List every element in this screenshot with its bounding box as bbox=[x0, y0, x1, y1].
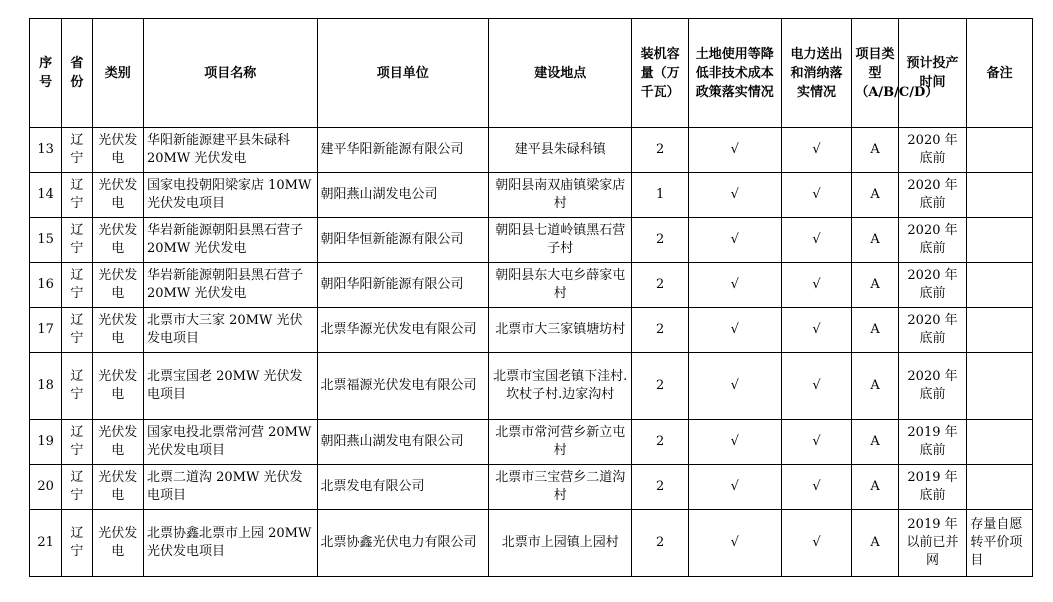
header-cell: 省份 bbox=[62, 19, 92, 128]
province-cell: 辽宁 bbox=[62, 510, 92, 577]
category-cell: 光伏发电 bbox=[92, 308, 143, 353]
note-cell bbox=[967, 308, 1033, 353]
project-name-cell: 北票宝国老 20MW 光伏发电项目 bbox=[144, 353, 318, 420]
note-cell bbox=[967, 420, 1033, 465]
land-policy-cell: √ bbox=[688, 353, 781, 420]
header-cell: 项目单位 bbox=[317, 19, 489, 128]
table-row bbox=[30, 263, 1033, 308]
power-delivery-cell: √ bbox=[781, 173, 852, 218]
category-cell: 光伏发电 bbox=[92, 353, 143, 420]
province-cell: 辽宁 bbox=[62, 353, 92, 420]
project-unit-cell: 朝阳燕山湖发电公司 bbox=[317, 173, 489, 218]
row-number: 15 bbox=[30, 218, 62, 263]
note-cell bbox=[967, 218, 1033, 263]
commission-time-cell: 2019 年以前已并网 bbox=[898, 510, 967, 577]
capacity-cell: 1 bbox=[632, 173, 689, 218]
commission-time-cell: 2020 年底前 bbox=[898, 353, 967, 420]
project-unit-cell: 朝阳华阳新能源有限公司 bbox=[317, 263, 489, 308]
capacity-cell: 2 bbox=[632, 218, 689, 263]
note-cell: 存量自愿转平价项目 bbox=[967, 510, 1033, 577]
category-cell: 光伏发电 bbox=[92, 263, 143, 308]
project-name-cell: 北票二道沟 20MW 光伏发电项目 bbox=[144, 465, 318, 510]
category-cell: 光伏发电 bbox=[92, 128, 143, 173]
note-cell bbox=[967, 353, 1033, 420]
note-cell bbox=[967, 263, 1033, 308]
table-row bbox=[30, 173, 1033, 218]
commission-time-cell: 2020 年底前 bbox=[898, 218, 967, 263]
category-cell: 光伏发电 bbox=[92, 510, 143, 577]
location-cell: 北票市宝国老镇下洼村.坎杖子村.边家沟村 bbox=[489, 353, 632, 420]
location-cell: 朝阳县七道岭镇黑石营子村 bbox=[489, 218, 632, 263]
header-cell: 预计投产时间 bbox=[898, 19, 967, 128]
project-unit-cell: 北票协鑫光伏电力有限公司 bbox=[317, 510, 489, 577]
power-delivery-cell: √ bbox=[781, 465, 852, 510]
power-delivery-cell: √ bbox=[781, 308, 852, 353]
category-cell: 光伏发电 bbox=[92, 218, 143, 263]
category-cell: 光伏发电 bbox=[92, 173, 143, 218]
province-cell: 辽宁 bbox=[62, 218, 92, 263]
project-name-cell: 华岩新能源朝阳县黑石营子 20MW 光伏发电 bbox=[144, 218, 318, 263]
note-cell bbox=[967, 465, 1033, 510]
project-type-cell: A bbox=[852, 128, 898, 173]
category-cell: 光伏发电 bbox=[92, 420, 143, 465]
table-row bbox=[30, 510, 1033, 577]
power-delivery-cell: √ bbox=[781, 218, 852, 263]
table-row bbox=[30, 128, 1033, 173]
row-number: 13 bbox=[30, 128, 62, 173]
power-delivery-cell: √ bbox=[781, 510, 852, 577]
project-name-cell: 华阳新能源建平县朱碌科 20MW 光伏发电 bbox=[144, 128, 318, 173]
power-delivery-cell: √ bbox=[781, 128, 852, 173]
province-cell: 辽宁 bbox=[62, 465, 92, 510]
land-policy-cell: √ bbox=[688, 465, 781, 510]
project-type-cell: A bbox=[852, 173, 898, 218]
row-number: 19 bbox=[30, 420, 62, 465]
header-cell: 建设地点 bbox=[489, 19, 632, 128]
project-type-cell: A bbox=[852, 218, 898, 263]
project-name-cell: 北票市大三家 20MW 光伏发电项目 bbox=[144, 308, 318, 353]
header-cell: 项目类型（A/B/C/D） bbox=[852, 19, 898, 128]
province-cell: 辽宁 bbox=[62, 308, 92, 353]
commission-time-cell: 2019 年底前 bbox=[898, 465, 967, 510]
project-type-cell: A bbox=[852, 308, 898, 353]
project-name-cell: 国家电投朝阳梁家店 10MW 光伏发电项目 bbox=[144, 173, 318, 218]
location-cell: 北票市大三家镇塘坊村 bbox=[489, 308, 632, 353]
commission-time-cell: 2019 年底前 bbox=[898, 420, 967, 465]
project-name-cell: 国家电投北票常河营 20MW 光伏发电项目 bbox=[144, 420, 318, 465]
row-number: 21 bbox=[30, 510, 62, 577]
capacity-cell: 2 bbox=[632, 263, 689, 308]
land-policy-cell: √ bbox=[688, 128, 781, 173]
header-cell: 电力送出和消纳落实情况 bbox=[781, 19, 852, 128]
land-policy-cell: √ bbox=[688, 510, 781, 577]
project-unit-cell: 北票发电有限公司 bbox=[317, 465, 489, 510]
capacity-cell: 2 bbox=[632, 128, 689, 173]
land-policy-cell: √ bbox=[688, 173, 781, 218]
header-cell: 备注 bbox=[967, 19, 1033, 128]
commission-time-cell: 2020 年底前 bbox=[898, 173, 967, 218]
note-cell bbox=[967, 173, 1033, 218]
project-name-cell: 北票协鑫北票市上园 20MW 光伏发电项目 bbox=[144, 510, 318, 577]
commission-time-cell: 2020 年底前 bbox=[898, 128, 967, 173]
project-unit-cell: 朝阳燕山湖发电有限公司 bbox=[317, 420, 489, 465]
power-delivery-cell: √ bbox=[781, 263, 852, 308]
project-type-cell: A bbox=[852, 510, 898, 577]
table-row bbox=[30, 465, 1033, 510]
header-cell: 序号 bbox=[30, 19, 62, 128]
project-type-cell: A bbox=[852, 263, 898, 308]
project-type-cell: A bbox=[852, 353, 898, 420]
project-unit-cell: 朝阳华恒新能源有限公司 bbox=[317, 218, 489, 263]
table-row bbox=[30, 218, 1033, 263]
header-cell: 装机容量（万千瓦） bbox=[632, 19, 689, 128]
table-row bbox=[30, 420, 1033, 465]
header-cell: 类别 bbox=[92, 19, 143, 128]
province-cell: 辽宁 bbox=[62, 420, 92, 465]
row-number: 14 bbox=[30, 173, 62, 218]
project-type-cell: A bbox=[852, 420, 898, 465]
province-cell: 辽宁 bbox=[62, 128, 92, 173]
header-cell: 土地使用等降低非技术成本政策落实情况 bbox=[688, 19, 781, 128]
capacity-cell: 2 bbox=[632, 510, 689, 577]
location-cell: 北票市上园镇上园村 bbox=[489, 510, 632, 577]
power-delivery-cell: √ bbox=[781, 420, 852, 465]
location-cell: 朝阳县南双庙镇梁家店村 bbox=[489, 173, 632, 218]
project-type-cell: A bbox=[852, 465, 898, 510]
land-policy-cell: √ bbox=[688, 420, 781, 465]
table-row bbox=[30, 308, 1033, 353]
row-number: 20 bbox=[30, 465, 62, 510]
location-cell: 建平县朱碌科镇 bbox=[489, 128, 632, 173]
location-cell: 北票市三宝营乡二道沟村 bbox=[489, 465, 632, 510]
power-delivery-cell: √ bbox=[781, 353, 852, 420]
commission-time-cell: 2020 年底前 bbox=[898, 308, 967, 353]
project-name-cell: 华岩新能源朝阳县黑石营子 20MW 光伏发电 bbox=[144, 263, 318, 308]
land-policy-cell: √ bbox=[688, 308, 781, 353]
province-cell: 辽宁 bbox=[62, 173, 92, 218]
location-cell: 朝阳县东大屯乡薛家屯村 bbox=[489, 263, 632, 308]
land-policy-cell: √ bbox=[688, 263, 781, 308]
project-unit-cell: 建平华阳新能源有限公司 bbox=[317, 128, 489, 173]
table-body bbox=[30, 128, 1033, 577]
row-number: 17 bbox=[30, 308, 62, 353]
capacity-cell: 2 bbox=[632, 308, 689, 353]
land-policy-cell: √ bbox=[688, 218, 781, 263]
location-cell: 北票市常河营乡新立屯村 bbox=[489, 420, 632, 465]
capacity-cell: 2 bbox=[632, 353, 689, 420]
project-unit-cell: 北票福源光伏发电有限公司 bbox=[317, 353, 489, 420]
capacity-cell: 2 bbox=[632, 420, 689, 465]
project-table bbox=[29, 18, 1033, 577]
project-unit-cell: 北票华源光伏发电有限公司 bbox=[317, 308, 489, 353]
category-cell: 光伏发电 bbox=[92, 465, 143, 510]
province-cell: 辽宁 bbox=[62, 263, 92, 308]
commission-time-cell: 2020 年底前 bbox=[898, 263, 967, 308]
row-number: 16 bbox=[30, 263, 62, 308]
header-cell: 项目名称 bbox=[144, 19, 318, 128]
table-row bbox=[30, 353, 1033, 420]
note-cell bbox=[967, 128, 1033, 173]
capacity-cell: 2 bbox=[632, 465, 689, 510]
header-row bbox=[30, 19, 1033, 128]
row-number: 18 bbox=[30, 353, 62, 420]
